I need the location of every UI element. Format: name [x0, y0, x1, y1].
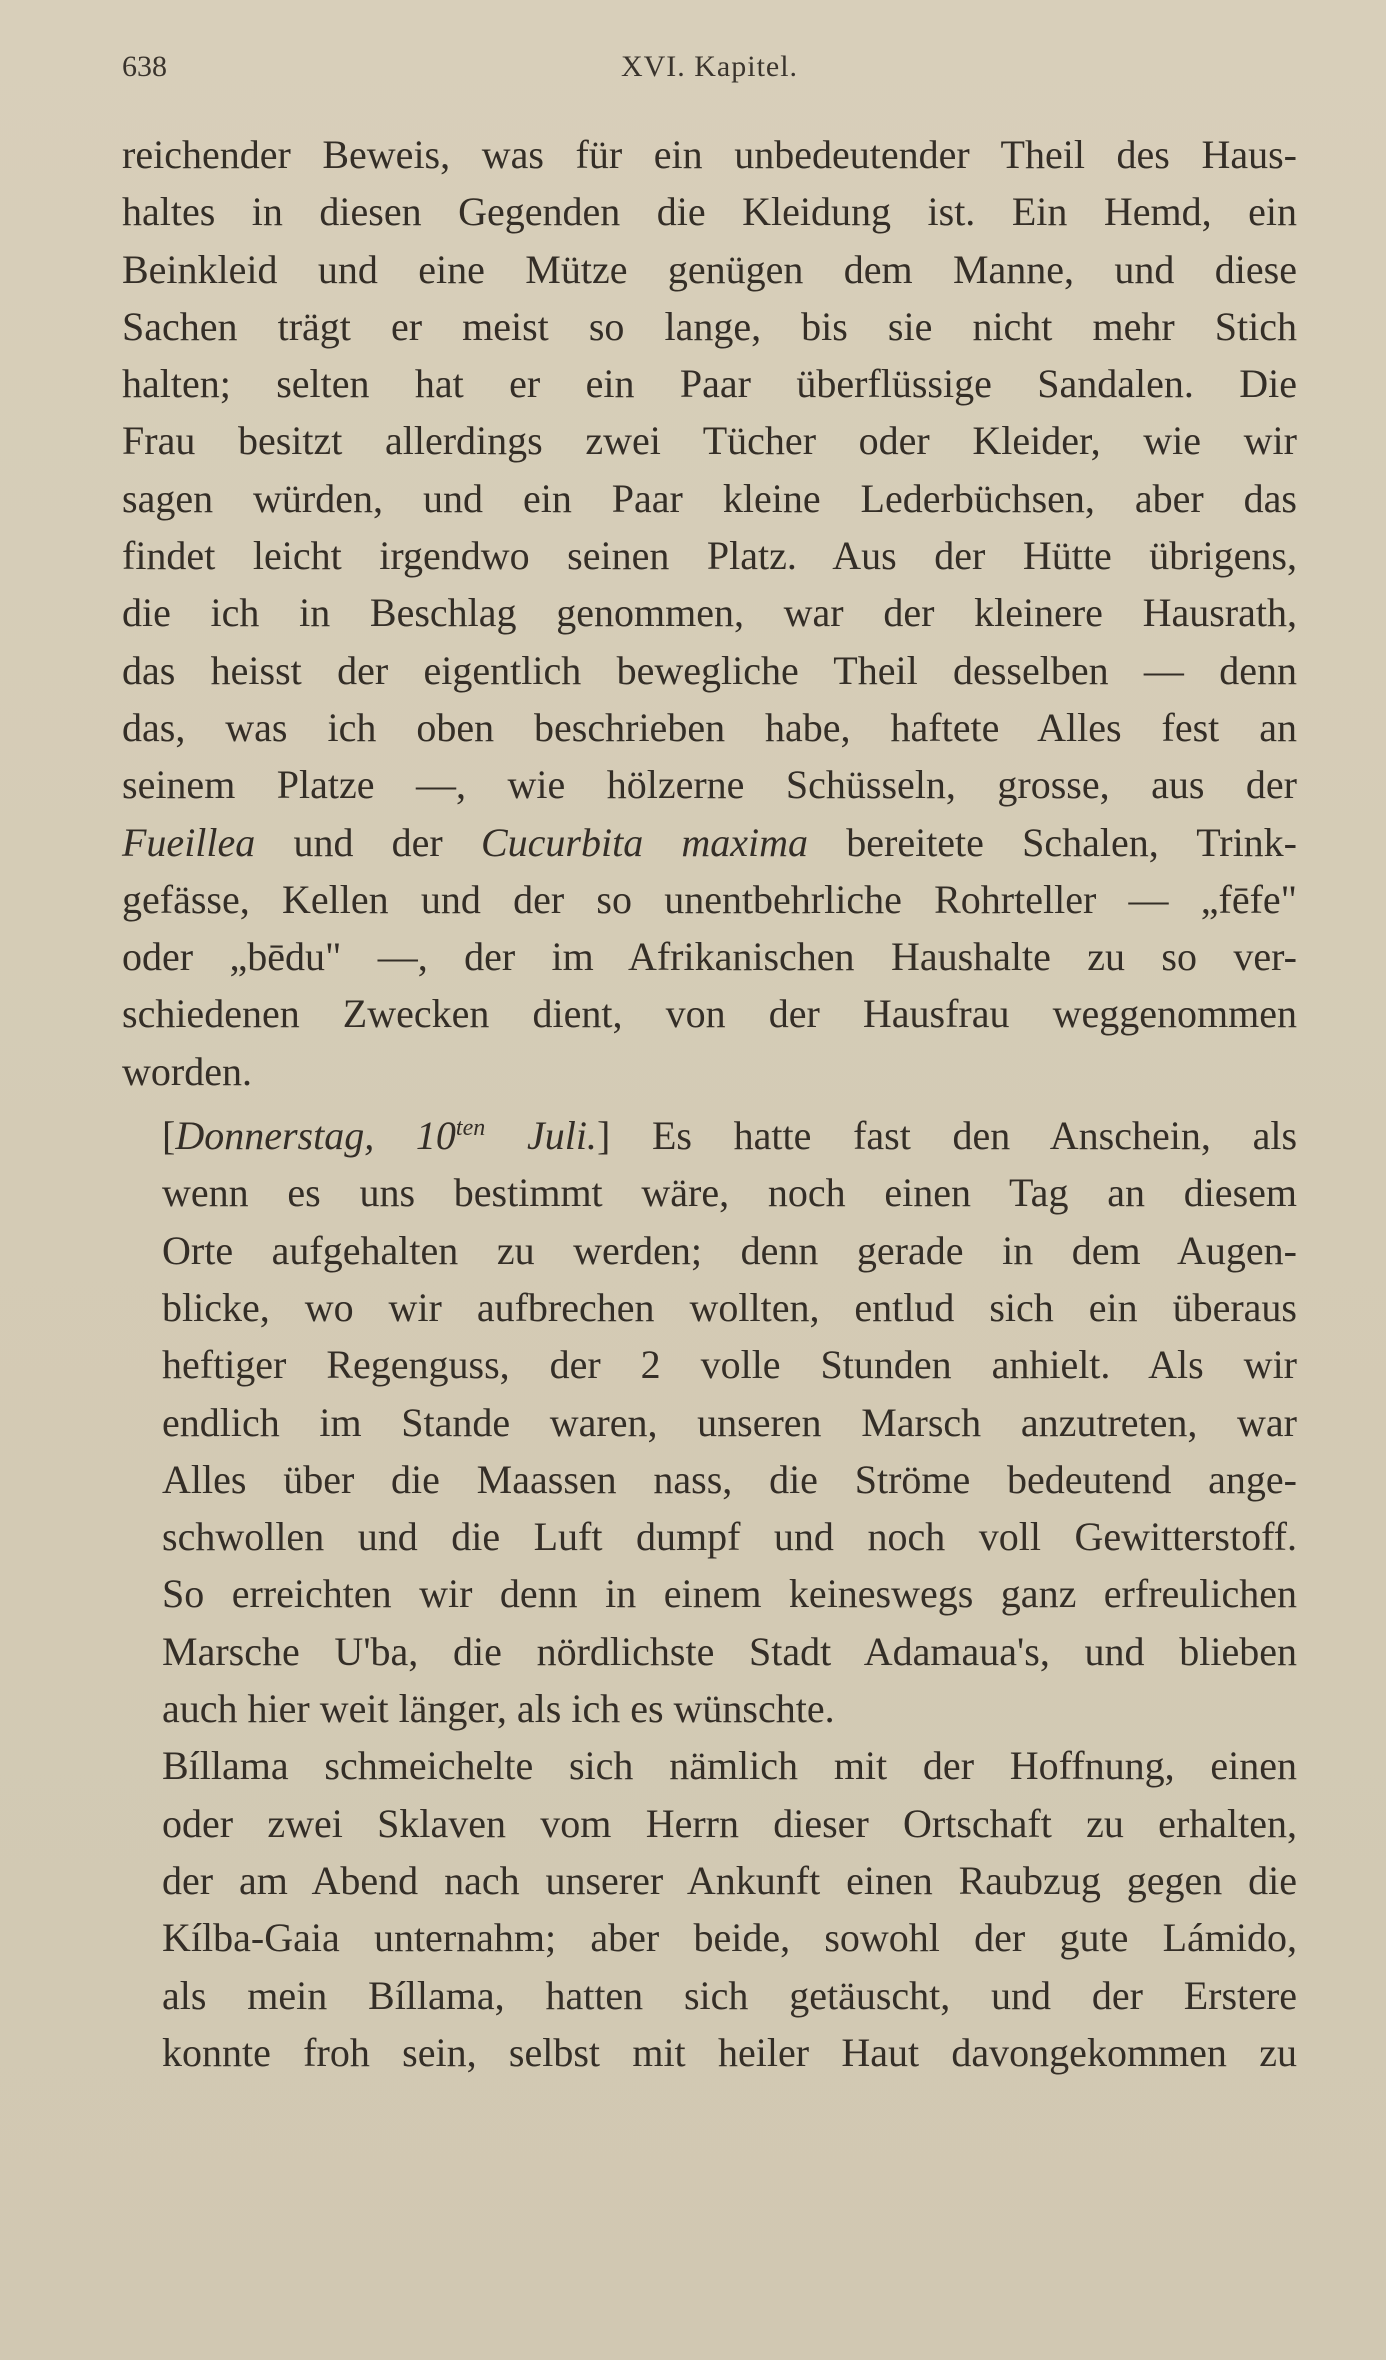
text-line: findet leicht irgendwo seinen Platz. Aus der Hütte übrigens, [122, 533, 1297, 579]
text-line: das heisst der eigentlich bewegliche Theil desselben — denn [122, 647, 1297, 693]
text-line: auch hier weit länger, als ich es wünschte. [162, 1686, 835, 1732]
bracket: ] [596, 1113, 611, 1159]
page-number: 638 [122, 50, 167, 83]
text-line: So erreichten wir denn in einem keineswegs ganz erfreulichen [162, 1571, 1297, 1617]
text-line: Frau besitzt allerdings zwei Tücher oder Kleider, wie wir [122, 418, 1297, 464]
text-line [122, 1100, 1297, 1164]
date-heading: Donnerstag, 10 [175, 1113, 456, 1159]
text-line: heftiger Regenguss, der 2 volle Stunden anhielt. Als wir [162, 1342, 1297, 1388]
text-line: Sachen trägt er meist so lange, bis sie nicht mehr Stich [122, 303, 1297, 349]
date-month: Juli. [485, 1113, 597, 1159]
page-header [122, 50, 1297, 90]
text-line: der am Abend nach unserer Ankunft einen Raubzug gegen die [162, 1857, 1297, 1903]
text-line: oder zwei Sklaven vom Herrn dieser Ortschaft zu erhalten, [162, 1800, 1297, 1846]
text-line: Kílba-Gaia unternahm; aber beide, sowohl der gute Lámido, [162, 1915, 1297, 1961]
text-line: konnte froh sein, selbst mit heiler Haut davongekommen zu [162, 2029, 1297, 2075]
text-line: Orte aufgehalten zu werden; denn gerade in dem Augen- [162, 1227, 1297, 1273]
text-line: Marsche U'ba, die nördlichste Stadt Adamaua's, und blieben [162, 1628, 1297, 1674]
text-line: als mein Bíllama, hatten sich getäuscht, und der Erstere [162, 1972, 1297, 2018]
body-text [122, 126, 1297, 2081]
bracket: [ [162, 1113, 176, 1159]
date-superscript: ten [455, 1115, 486, 1142]
running-title: XVI. Kapitel. [620, 50, 799, 83]
text-line: haltes in diesen Gegenden die Kleidung ist. Ein Hemd, ein [122, 189, 1297, 235]
text-line: schwollen und die Luft dumpf und noch voll Gewitterstoff. [162, 1514, 1297, 1560]
text-line: das, was ich oben beschrieben habe, haftete Alles fest an [122, 704, 1297, 750]
text-fragment: und der [255, 819, 481, 865]
text-line: halten; selten hat er ein Paar überflüssige Sandalen. Die [122, 361, 1297, 407]
text-line: gefässe, Kellen und der so unentbehrliche Rohrteller — „fēfe" [122, 876, 1297, 922]
text-line: reichender Beweis, was für ein unbedeutender Theil des Haus- [122, 132, 1297, 177]
text-line: endlich im Stande waren, unseren Marsch anzutreten, war [162, 1399, 1297, 1445]
text-line: blicke, wo wir aufbrechen wollten, entlud sich ein überaus [162, 1284, 1297, 1330]
text-line: die ich in Beschlag genommen, war der kleinere Hausrath, [122, 590, 1297, 636]
text-line: wenn es uns bestimmt wäre, noch einen Tag an diesem [162, 1170, 1297, 1216]
italic-term: Cucurbita maxima [480, 819, 809, 865]
text-line: worden. [122, 1048, 252, 1094]
paragraph-1 [122, 126, 1297, 1100]
text-line: Bíllama schmeichelte sich nämlich mit der Hoffnung, einen [162, 1743, 1297, 1789]
paragraph-3 [122, 1737, 1297, 2081]
text-line [122, 814, 1297, 871]
text-line: oder „bēdu" —, der im Afrikanischen Haushalte zu so ver- [122, 934, 1297, 980]
text-line: schiedenen Zwecken dient, von der Hausfrau weggenommen [122, 991, 1297, 1037]
text-fragment: Es hatte fast den Anschein, als [610, 1113, 1298, 1159]
text-fragment: bereitete Schalen, Trink- [808, 819, 1298, 865]
text-line: sagen würden, und ein Paar kleine Lederbüchsen, aber das [122, 475, 1297, 521]
text-line: seinem Platze —, wie hölzerne Schüsseln, grosse, aus der [122, 762, 1297, 808]
italic-term: Fueillea [122, 819, 256, 865]
paragraph-2 [122, 1100, 1297, 1737]
text-line: Alles über die Maassen nass, die Ströme bedeutend ange- [162, 1456, 1297, 1502]
text-line: Beinkleid und eine Mütze genügen dem Manne, und diese [122, 246, 1297, 292]
